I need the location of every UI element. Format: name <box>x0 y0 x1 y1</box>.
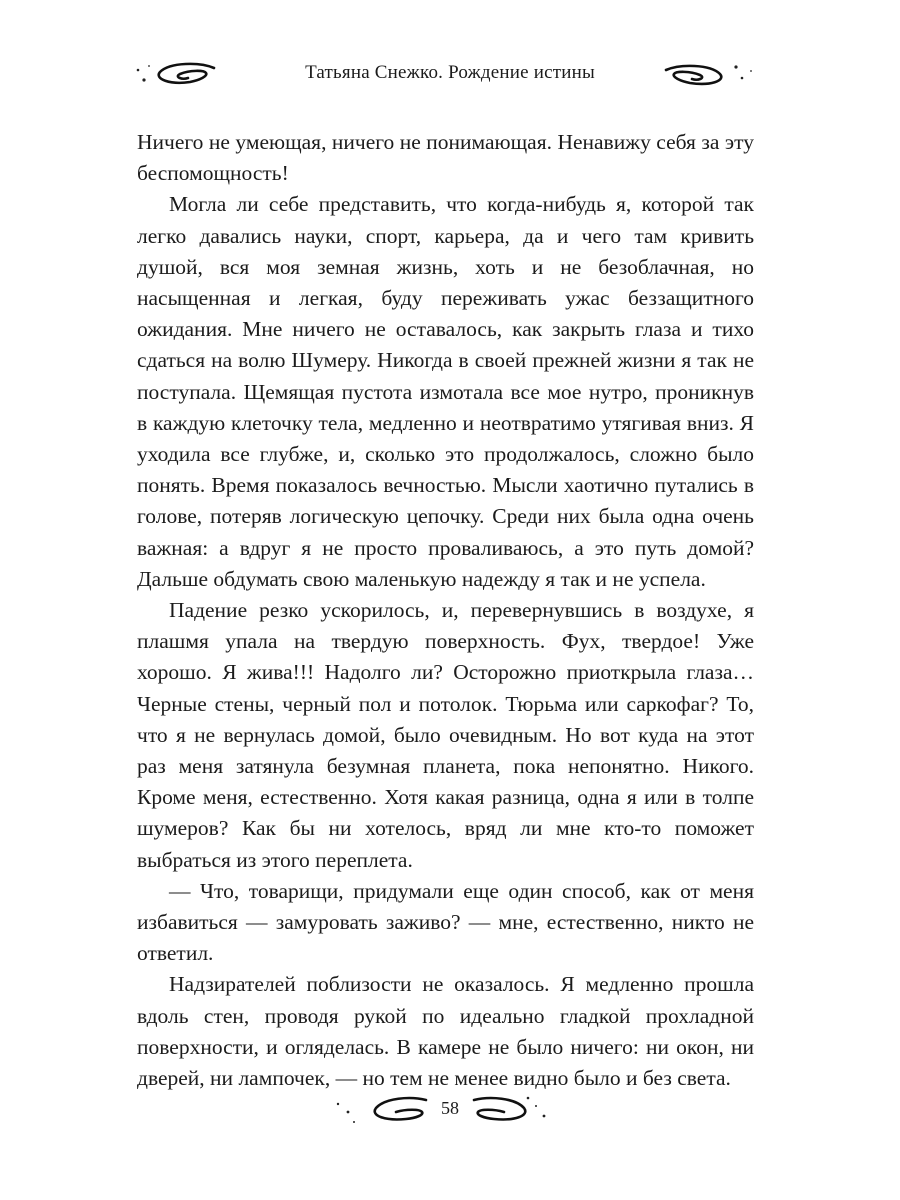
page-number: 58 <box>441 1098 459 1118</box>
paragraph-4: — Что, товарищи, придумали еще один способ, как от меня избавиться — замуровать заживо? — мне, естественно, никто не ответил. <box>137 878 754 966</box>
swirl-ornament-right-icon <box>660 58 760 90</box>
chapter-text <box>137 127 754 1094</box>
page-header <box>0 58 900 90</box>
paragraph-1: Ничего не умеющая, ничего не понимающая. Ненавижу себя за эту беспомощность! <box>137 130 754 186</box>
paragraph-2: Могла ли себе представить, что когда-нибудь я, которой так легко давались науки, спорт, карьера, да и чего там кривить душой, вся моя земная жизнь, хоть и не безоблачная, но насыщенная и легкая, буду переживать ужас беззащитного ожидания. Мне ничего не оставалось, как закрыть глаза и тихо сдаться на волю Шумеру. Никогда в своей прежней жизни я так не поступала. Щемящая пустота измотала все мое нутро, проникнув в каждую клеточку тела, медленно и неотвратимо утягивая вниз. Я уходила все глубже, и, сколько это продолжалось, сложно было понять. Время показалось вечностью. Мысли хаотично путались в голове, потеряв логическую цепочку. Среди них была одна очень важная: а вдруг я не просто проваливаюсь, а это путь домой? Дальше обдумать свою маленькую надежду я так и не успела. <box>137 192 754 591</box>
paragraph-3: Падение резко ускорилось, и, перевернувшись в воздухе, я плашмя упала на твердую поверхность. Фух, твердое! Уже хорошо. Я жива!!! Надолго ли? Осторожно приоткрыла глаза… Черные стены, черный пол и потолок. Тюрьма или саркофаг? То, что я не вернулась домой, было очевидным. Но вот куда на этот раз меня затянула безумная планета, пока непонятно. Никого. Кроме меня, естественно. Хотя какая разница, одна я или в толпе шумеров? Как бы ни хотелось, вряд ли мне кто-то поможет выбраться из этого переплета. <box>137 598 754 872</box>
running-title: Татьяна Снежко. Рождение истины <box>305 62 595 83</box>
page-footer <box>0 1090 900 1130</box>
paragraph-5: Надзирателей поблизости не оказалось. Я медленно прошла вдоль стен, проводя рукой по идеально гладкой прохладной поверхности, и огляделась. В камере не было ничего: ни окон, ни дверей, ни лампочек, — но тем не менее видно было и без света. <box>137 972 754 1091</box>
